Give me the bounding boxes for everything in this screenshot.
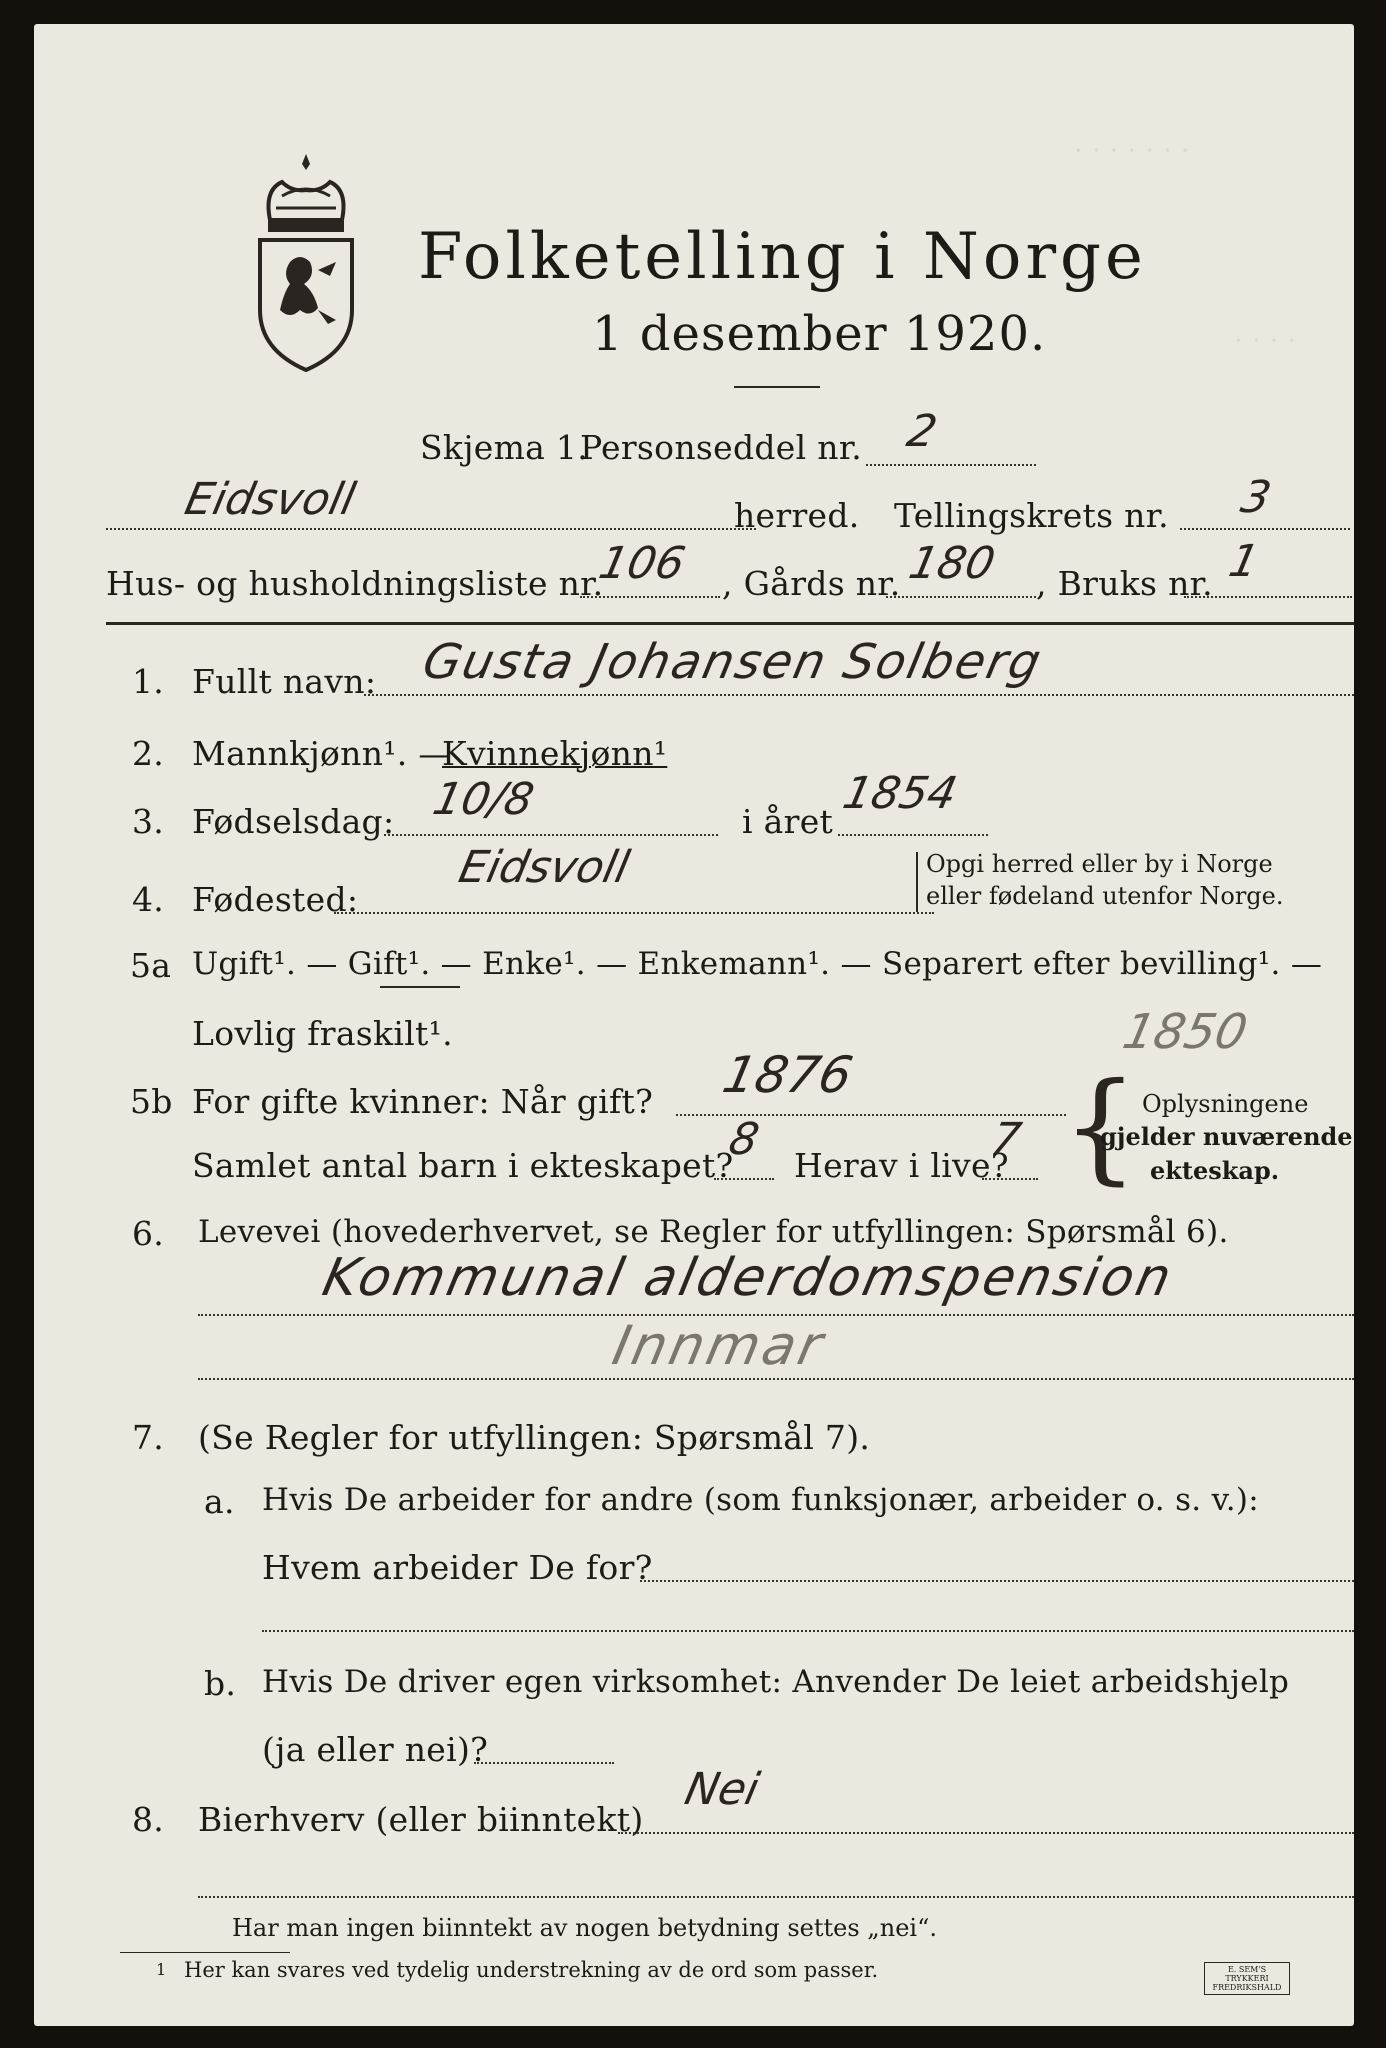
q7a-letter: a.: [204, 1482, 235, 1521]
q1-value: Gusta Johansen Solberg: [418, 634, 1048, 690]
bleed-through-text: · · · ·: [1234, 324, 1297, 357]
q5b-children-label: Samlet antal barn i ekteskapet?: [192, 1146, 734, 1185]
q5b-number: 5b: [130, 1082, 173, 1121]
q7-number: 7.: [132, 1418, 165, 1457]
q3-year-field: [838, 834, 988, 836]
herred-value: Eidsvoll: [180, 474, 360, 525]
footer-note: Har man ingen biinntekt av nogen betydning settes „nei“.: [232, 1914, 937, 1942]
bleed-through-text: · · · · · · ·: [1074, 134, 1190, 167]
personseddel-label: Personseddel nr.: [580, 428, 863, 467]
q7-label: (Se Regler for utfyllingen: Spørsmål 7).: [198, 1418, 871, 1457]
q7a-line1: Hvis De arbeider for andre (som funksjonær, arbeider o. s. v.):: [262, 1482, 1260, 1518]
footnote-mark: 1: [156, 1960, 167, 1979]
q6-value: Kommunal alderdomspension: [317, 1248, 1180, 1308]
q7a-field-line1: [640, 1580, 1354, 1582]
q3-day-value: 10/8: [428, 774, 539, 825]
q5a-pencil-note: 1850: [1118, 1004, 1253, 1060]
q7b-line2: (ja eller nei)?: [262, 1730, 489, 1769]
q5a-line2: Lovlig fraskilt¹.: [192, 1014, 453, 1053]
q8-number: 8.: [132, 1800, 165, 1839]
hus-label: Hus- og husholdningsliste nr.: [106, 564, 604, 603]
q5b-note-line2: gjelder nuværende: [1100, 1122, 1353, 1151]
bruks-field: [1184, 596, 1352, 598]
q3-number: 3.: [132, 802, 165, 841]
q5b-married-label: For gifte kvinner: Når gift?: [192, 1082, 654, 1121]
q3-year-label: i året: [742, 802, 834, 841]
gards-value: 180: [904, 538, 1000, 589]
q5b-children-value: 8: [724, 1114, 764, 1165]
herred-label: herred.: [734, 496, 860, 535]
schema-label: Skjema 1.: [420, 428, 589, 467]
q6-field-line2: [198, 1378, 1354, 1380]
q4-label: Fødested:: [192, 880, 359, 919]
tellingskrets-label: Tellingskrets nr.: [894, 496, 1169, 535]
q2-female-label: Kvinnekjønn¹: [442, 734, 668, 773]
q7b-letter: b.: [204, 1664, 237, 1703]
q4-field: [334, 912, 934, 914]
header-divider: [106, 622, 1354, 625]
q4-note-bracket: [916, 852, 918, 912]
footnote-text: Her kan svares ved tydelig understrekning av de ord som passer.: [184, 1958, 879, 1982]
q5a-gift-underline: [380, 986, 460, 988]
q5b-alive-field: [982, 1178, 1038, 1180]
q5a-number: 5a: [130, 946, 172, 985]
q5a-line1: Ugift¹. — Gift¹. — Enke¹. — Enkemann¹. — Separert efter bevilling¹. —: [192, 946, 1323, 982]
q5b-married-value: 1876: [717, 1046, 858, 1104]
personseddel-field: [866, 464, 1036, 466]
census-date: 1 desember 1920.: [592, 306, 1047, 362]
q6-pencil-value: Innmar: [607, 1314, 831, 1377]
herred-field: [106, 528, 756, 530]
q2-number: 2.: [132, 734, 165, 773]
q2-male-label: Mannkjønn¹. —: [192, 734, 452, 773]
q3-day-field: [384, 834, 718, 836]
q7a-field-line2: [262, 1630, 1354, 1632]
tellingskrets-field: [1180, 528, 1350, 530]
q8-label: Bierhverv (eller biinntekt): [198, 1800, 644, 1839]
q7b-field: [474, 1762, 614, 1764]
q3-year-value: 1854: [838, 768, 962, 819]
q8-extra-field: [198, 1896, 1354, 1898]
q8-field: [618, 1832, 1354, 1834]
personseddel-value: 2: [902, 406, 942, 457]
q5b-alive-label: Herav i live?: [794, 1146, 1009, 1185]
q4-value: Eidsvoll: [454, 842, 634, 893]
q7a-line2: Hvem arbeider De for?: [262, 1548, 653, 1587]
q8-value: Nei: [680, 1764, 764, 1815]
title-divider: [734, 386, 820, 388]
q3-label: Fødselsdag:: [192, 802, 395, 841]
q4-note-line2: eller fødeland utenfor Norge.: [926, 882, 1284, 910]
q7b-line1: Hvis De driver egen virksomhet: Anvender De leiet arbeidshjelp: [262, 1664, 1290, 1700]
form-title: Folketelling i Norge: [418, 220, 1147, 294]
q1-label: Fullt navn:: [192, 662, 377, 701]
q5b-children-field: [714, 1178, 774, 1180]
hus-field: [580, 596, 720, 598]
q4-note-line1: Opgi herred eller by i Norge: [926, 850, 1273, 878]
norway-coat-of-arms-icon: [252, 150, 360, 372]
q5b-alive-value: 7: [986, 1114, 1026, 1165]
q5b-note-brace: {: [1062, 1058, 1139, 1197]
printer-stamp: E. SEM'S TRYKKERI FREDRIKSHALD: [1204, 1962, 1290, 1995]
gards-label: , Gårds nr.: [722, 564, 901, 603]
q6-label: Levevei (hovederhvervet, se Regler for utfyllingen: Spørsmål 6).: [198, 1214, 1229, 1250]
q1-field: [364, 694, 1354, 696]
q5b-note-line1: Oplysningene: [1142, 1090, 1309, 1118]
gards-field: [886, 596, 1036, 598]
bruks-label: , Bruks nr.: [1036, 564, 1213, 603]
q1-number: 1.: [132, 662, 165, 701]
census-form: [34, 24, 1354, 2026]
q6-number: 6.: [132, 1214, 165, 1253]
tellingskrets-value: 3: [1236, 472, 1276, 523]
hus-value: 106: [594, 538, 690, 589]
footnote-divider: [120, 1952, 290, 1953]
q5b-note-line3: ekteskap.: [1150, 1156, 1280, 1185]
q4-number: 4.: [132, 880, 165, 919]
bruks-value: 1: [1224, 536, 1264, 587]
